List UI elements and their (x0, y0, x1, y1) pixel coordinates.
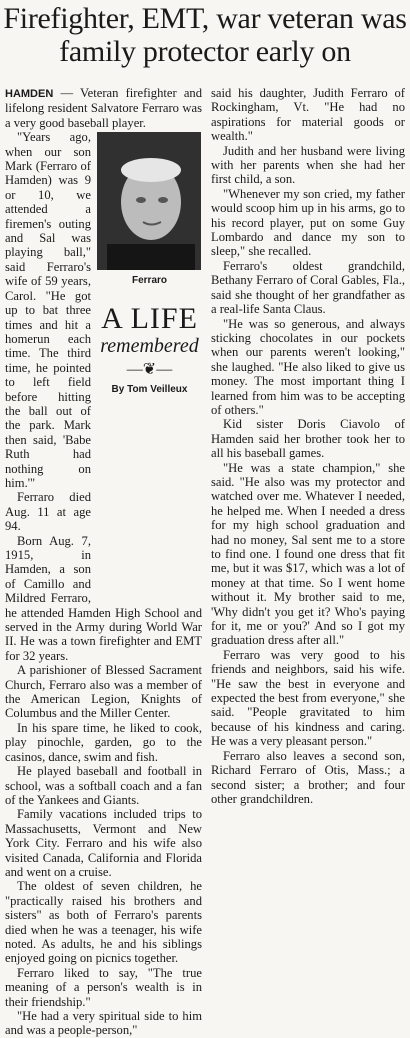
left-column (5, 86, 202, 1038)
feature-subtitle: remembered (100, 334, 199, 357)
paragraph: said his daughter, Judith Ferraro of Rockingham, Vt. "He had no aspirations for material goods or wealth." (211, 86, 405, 144)
paragraph: Ferraro was very good to his friends and neighbors, said his wife. "He saw the best in everyone and expected the best from everyone," she said. "People gravitated to him because of his kindness and caring. He was a very pleasant person." (211, 647, 405, 749)
paragraph: He played baseball and football in school, was a softball coach and a fan of the Yankees and Giants. (5, 764, 202, 807)
paragraph: "He was a state champion," she said. "He also was my protector and watched over me. Whatever I needed, he helped me. When I needed a dress for my high school graduation and had no money, Sal sent me to a store to find one. I found one dress that fit me, but it was $17, which was a lot of money at that time. So I went home without it. My brother said to me, 'Why didn't you get it? Who's paying for it, me or you?' And so I got my graduation dress after all." (211, 460, 405, 648)
paragraph: "He had a very spiritual side to him and was a people-person," (5, 1009, 202, 1038)
paragraph: Judith and her husband were living with her parents when she had her first child, a son. (211, 143, 405, 187)
paragraph: Ferraro also leaves a second son, Richard Ferraro of Otis, Mass.; a second sister; a brother; and four other grandchildren. (211, 748, 405, 806)
paragraph: Kid sister Doris Ciavolo of Hamden said her brother took her to all his baseball games. (211, 417, 405, 461)
paragraph: Ferraro liked to say, "The true meaning of a person's wealth is in their friendship." (5, 965, 202, 1009)
paragraph: A parishioner of Blessed Sacrament Church, Ferraro also was a member of the American Legion, Knights of Columbus and the Miller Center. (5, 663, 202, 721)
paragraph: "Whenever my son cried, my father would scoop him up in his arms, go to his record player, put on some Guy Lombardo and dance my son to sleep," she recalled. (211, 186, 405, 259)
feature-title: A LIFE (101, 301, 198, 335)
paragraph: HAMDEN — Veteran firefighter and lifelong resident Salvatore Ferraro was a very good baseball player. (5, 86, 202, 130)
paragraph: "Years ago, when our son Mark (Ferraro of Hamden) was 9 or 10, we attended a firemen's outing and Sal was playing ball," said Ferraro's wife of 59 years, Carol. "He got up to bat three times and hit a homerun each time. The third time, he pointed to left field before hitting the ball out of the park. Mark then said, 'Babe Ruth had nothing on him.'" (5, 130, 91, 490)
headline: Firefighter, EMT, war veteran was family protector early on (3, 2, 407, 68)
paragraph: "He was so generous, and always sticking chocolates in our pockets when our parents weren't looking," she laughed. "He also liked to give us money. The most important thing I learned from him was to be accepting of others." (211, 316, 405, 417)
paragraph: The oldest of seven children, he "practically raised his brothers and sisters" as both of Ferraro's parents died when he was a teenager, his wife noted. As adults, he and his siblings enjoyed going on picnics together. (5, 879, 202, 966)
sidebar-feature (97, 132, 202, 592)
byline: By Tom Veilleux (111, 384, 188, 396)
paragraph: Ferraro's oldest grandchild, Bethany Ferraro of Coral Gables, Fla., said she thought of her grandfather as a real-life Santa Claus. (211, 258, 405, 317)
paragraph: Family vacations included trips to Massachusetts, Vermont and New York City. Ferraro and his wife also visited Canada, California and Florida and went on a cruise. (5, 807, 202, 879)
paragraph: Ferraro died Aug. 11 at age 94. (5, 490, 91, 534)
paragraph: In his spare time, he liked to cook, play pinochle, garden, go to the casinos, dance, swim and fish. (5, 720, 202, 764)
right-column (211, 86, 405, 806)
ornament-icon: —❦— (126, 360, 173, 378)
photo-caption: Ferraro (131, 275, 167, 287)
dateline: HAMDEN (5, 88, 54, 100)
paragraph: Born Aug. 7, 1915, in Hamden, a son of Camillo and Mildred Ferraro, he attended Hamden High School and served in the Army during World War II. He was a town firefighter and EMT for 32 years. (5, 533, 202, 663)
portrait-photo (97, 132, 201, 270)
